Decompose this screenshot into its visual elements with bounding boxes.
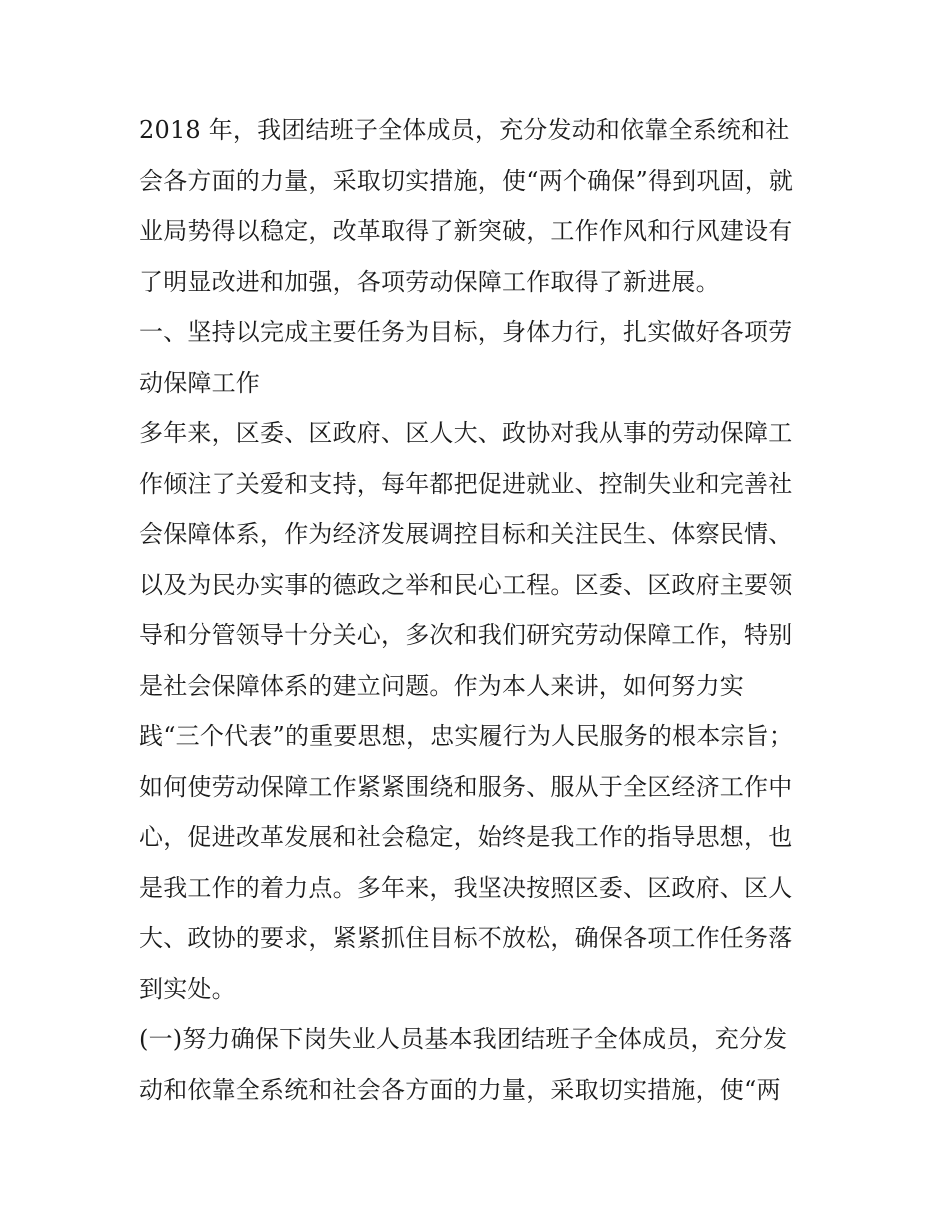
text-line: 作倾注了关爱和支持，每年都把促进就业、控制失业和完善社 [139,469,793,498]
section-heading-line: 动保障工作 [139,368,260,397]
text-line: 是社会保障体系的建立问题。作为本人来讲，如何努力实 [139,671,744,700]
text-line: 以及为民办实事的德政之举和民心工程。区委、区政府主要领 [139,570,793,599]
text-line: 心，促进改革发展和社会稳定，始终是我工作的指导思想，也 [139,823,793,851]
text-line: 践“三个代表”的重要思想，忠实履行为人民服务的根本宗旨； [139,722,794,750]
section-heading-line: 一、坚持以完成主要任务为目标，身体力行，扎实做好各项劳 [139,318,793,346]
text-line: 大、政协的要求，紧紧抓住目标不放松，确保各项工作任务落 [139,924,793,952]
document-body [139,105,819,1115]
text-line: 是我工作的着力点。多年来，我坚决按照区委、区政府、区人 [139,873,793,902]
text-line: 到实处。 [139,974,236,1003]
text-line: 多年来，区委、区政府、区人大、政协对我从事的劳动保障工 [139,419,793,447]
text-line: 会保障体系，作为经济发展调控目标和关注民生、体察民情、 [139,520,793,548]
text-line: 如何使劳动保障工作紧紧围绕和服务、服从于全区经济工作中 [139,772,793,801]
text-line: 2018 年，我团结班子全体成员，充分发动和依靠全系统和社 [139,116,790,144]
subsection-line: (一)努力确保下岗失业人员基本我团结班子全体成员，充分发 [139,1025,788,1053]
text-line: 会各方面的力量，采取切实措施，使“两个确保”得到巩固，就 [139,166,794,195]
text-line: 业局势得以稳定，改革取得了新突破，工作作风和行风建设有 [139,217,793,245]
text-line: 动和依靠全系统和社会各方面的力量，采取切实措施，使“两 [139,1075,781,1104]
text-line: 导和分管领导十分关心，多次和我们研究劳动保障工作，特别 [139,621,793,649]
text-line: 了明显改进和加强，各项劳动保障工作取得了新进展。 [139,267,720,296]
